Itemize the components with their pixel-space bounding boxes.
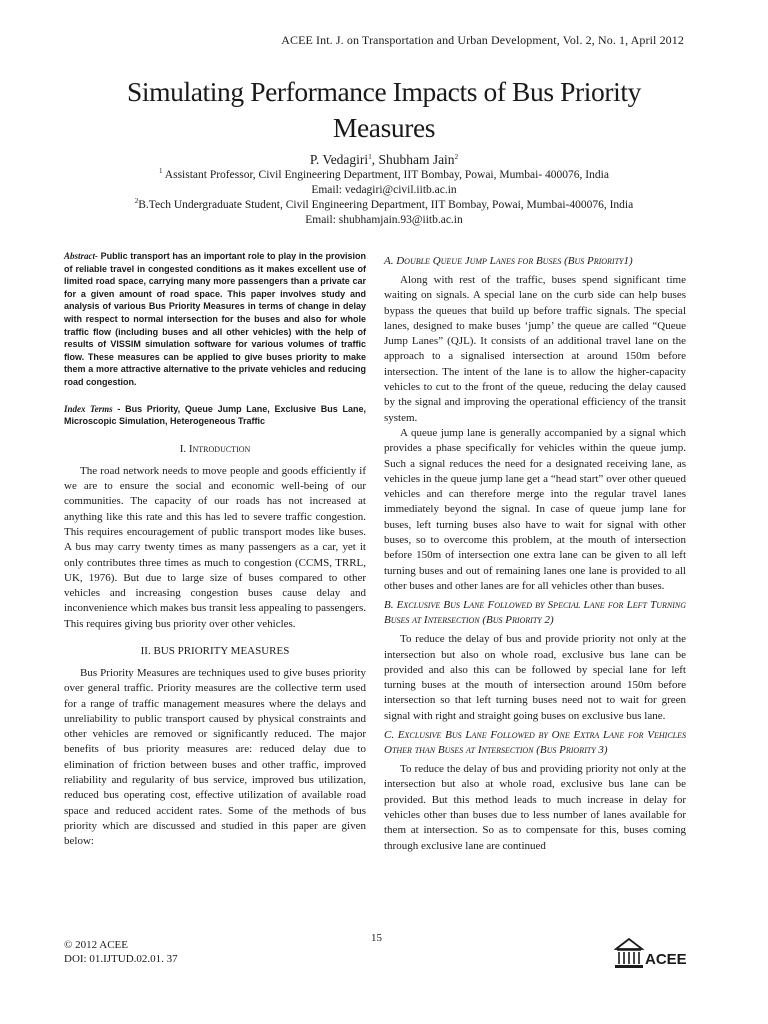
authors-block xyxy=(60,151,708,228)
subsection-c-paragraph: To reduce the delay of bus and providing priority not only at the intersection but also at whole road, exclusive bus lane can be provided. But this method leads to much increase in delay for vehicles other than buses due to less number of lanes available for them at intersection. So as to compensate for this, buses coming through exclusive lane are continued xyxy=(384,763,686,852)
abstract-text: Public transport has an important role to play in the provision of reliable travel in congested conditions as it makes excellent use of limited road space, carrying many more passengers than a private car for a given amount of road space. This paper involves study and analysis of various Bus Priority Measures in terms of change in delay with respect to normal intersection for the buses and also for whole traffic flow (including buses and all other vehicles) with the help of results of VISSIM simulation software for various volumes of traffic flow. These measures can be applied to give buses priority to make them a more attractive alternative to the private vehicles and reducing road congestion. xyxy=(64,251,366,387)
index-terms-text: - Bus Priority, Queue Jump Lane, Exclusive Bus Lane, Microscopic Simulation, Heterogeneous Traffic xyxy=(64,403,366,427)
logo-text: ACEE xyxy=(645,951,687,968)
index-terms-lead: Index Terms xyxy=(64,403,113,414)
abstract xyxy=(64,250,366,389)
affiliation-2-mark: 2 xyxy=(134,197,139,205)
subsection-heading-c: C. Exclusive Bus Lane Followed by One Extra Lane for Vehicles Other than Buses at Intersection (Bus Priority 3) xyxy=(384,729,686,757)
author-2-affil-mark: 2 xyxy=(454,153,459,161)
building-pediment-icon xyxy=(614,936,694,970)
email-1: Email: vedagiri@civil.iitb.ac.in xyxy=(311,184,457,196)
page-number: 15 xyxy=(371,932,382,944)
abstract-lead: Abstract- xyxy=(64,251,99,261)
right-column xyxy=(384,250,686,854)
left-column xyxy=(64,250,366,850)
author-2: Shubham Jain xyxy=(378,152,455,167)
author-1: P. Vedagiri xyxy=(309,152,369,167)
subsection-a-paragraph-1: Along with rest of the traffic, buses spend significant time waiting on signals. A special lane on the curb side can help buses bypass the queues that build up before traffic signals. The special lanes, designed to make buses ‘jump’ the queue are called “Queue Jump Lanes” (QJL). It consists of an additional travel lane on the approach to a signalised intersection at around 150m before intersection. The intent of the lane is to allow the higher-capacity vehicles to cut to the front of the queue, reducing the delay caused by the signal and improving the operational efficiency of the transit system. xyxy=(384,274,686,424)
journal-header: ACEE Int. J. on Transportation and Urban Development, Vol. 2, No. 1, April 2012 xyxy=(281,33,684,47)
author-separator: , xyxy=(371,152,379,167)
copyright: © 2012 ACEE xyxy=(64,939,128,951)
author-1-affil-mark: 1 xyxy=(368,153,372,161)
subsection-heading-a: A. Double Queue Jump Lanes for Buses (Bus Priority1) xyxy=(384,255,633,267)
acee-logo xyxy=(614,936,694,970)
title-line-1: Simulating Performance Impacts of Bus Priority xyxy=(127,76,641,107)
subsection-heading-b: B. Exclusive Bus Lane Followed by Special Lane for Left Turning Buses at Intersection (Bus Priority 2) xyxy=(384,599,686,627)
section-heading-bus-priority: II. BUS PRIORITY MEASURES xyxy=(140,644,290,657)
intro-paragraph: The road network needs to move people and goods efficiently if we are to ensure the social and economic well-being of our communities. The capacity of our roads has not increased at anything like this rate and this has led to severe traffic congestion. This requires encouragement of public transport modes like buses. A bus may carry twenty times as many passengers as a car, yet it only contributes three times as much to congestion (CCMS, TRRL, UK, 1976). But due to large size of buses compared to other vehicles and increasing congestion buses cause delay and inconvenience which makes bus transit less appealing to passengers. This requires giving bus priority over other vehicles. xyxy=(64,464,366,630)
affiliation-2-text: B.Tech Undergraduate Student, Civil Engineering Department, IIT Bombay, Powai, Mumbai-400076, India xyxy=(138,199,634,211)
email-2: Email: shubhamjain.93@iitb.ac.in xyxy=(305,214,463,226)
affiliation-2 xyxy=(60,198,708,213)
bus-priority-paragraph: Bus Priority Measures are techniques used to give buses priority over general traffic. Priority measures are the collective term used for a range of traffic management measures where the delays and unreliability to public transport caused by physical constraints and other vehicles are removed or significantly reduced. The major benefits of bus priority measures are: reduced delay due to elimination of friction between buses and other traffic, improved reliability and regularity of bus service, improved bus utilization, reduced bus operating cost, effective utilization of available road space and reduced accident rates. Some of the methods of bus priority which are discussed and studied in this paper are given below: xyxy=(64,666,366,848)
affiliation-1-text: Assistant Professor, Civil Engineering Department, IIT Bombay, Powai, Mumbai- 400076, India xyxy=(162,169,609,181)
subsection-a-paragraph-2: A queue jump lane is generally accompanied by a signal which provides a phase specifically for vehicles within the queue jump. Such a signal reduces the need for a designated receiving lane, as vehicles in the queue jump lane get a “head start” over other queued vehicles and can therefore merge into the regular travel lanes immediately beyond the signal. In case of queue jump lane for buses, left turning buses also have to wait for signal with other buses, so to overcome this problem, at the mouth of intersection before 150m of intersection one extra lane can be given to all left turning buses and out of remaining lanes one lane is provided to all other buses and other lanes are for all vehicles other than buses. xyxy=(384,426,686,592)
doi: DOI: 01.IJTUD.02.01. 37 xyxy=(64,953,178,965)
title-line-2: Measures xyxy=(332,112,436,143)
footer-info xyxy=(64,938,178,966)
index-terms xyxy=(64,403,366,428)
author-list xyxy=(60,151,708,168)
affiliation-1 xyxy=(60,168,708,183)
affiliation-1-mark: 1 xyxy=(159,167,163,175)
section-heading-introduction: I. Introduction xyxy=(179,442,251,455)
paper-title xyxy=(60,74,708,146)
subsection-b-paragraph: To reduce the delay of bus and provide priority not only at the intersection but also on whole road, exclusive bus lane can be provided and also this can be followed by special lane for left turning buses at the mouth of intersection around 150m before intersection so that left turning buses need not to wait for green signal with right and straight going buses on exclusive bus lane. xyxy=(384,633,686,722)
